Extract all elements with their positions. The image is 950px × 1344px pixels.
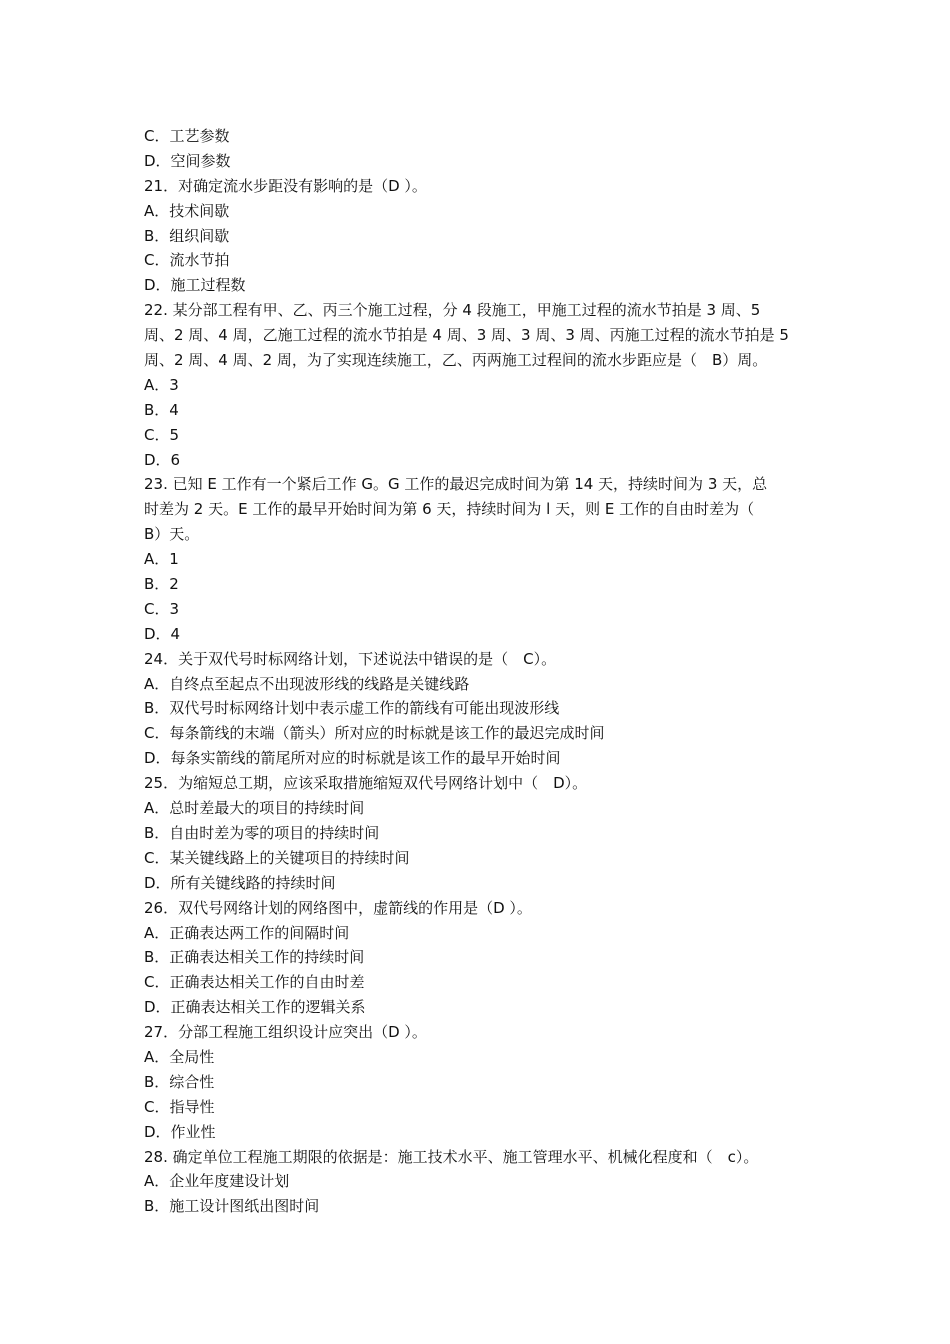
option-line: A．自终点至起点不出现波形线的线路是关键线路 — [144, 674, 470, 693]
question-26: 26．双代号网络计划的网络图中，虚箭线的作用是（D ）。 — [144, 898, 532, 917]
option-line: D．空间参数 — [144, 151, 231, 170]
question-22-line-3: 周、2 周、4 周、2 周，为了实现连续施工，乙、丙两施工过程间的流水步距应是（ B）周。 — [144, 351, 768, 370]
option-line: A．正确表达两工作的间隔时间 — [144, 923, 350, 942]
option-line: C．5 — [144, 425, 180, 444]
option-line: C．正确表达相关工作的自由时差 — [144, 973, 365, 992]
option-line: B．组织间歇 — [144, 226, 230, 245]
question-23-line-3: B）天。 — [144, 525, 200, 544]
question-27: 27．分部工程施工组织设计应突出（D ）。 — [144, 1023, 427, 1042]
question-23-line-1: 23. 已知 E 工作有一个紧后工作 G。G 工作的最迟完成时间为第 14 天，持续时间为 3 天，总 — [144, 475, 768, 494]
option-line: A．3 — [144, 375, 179, 394]
option-line: D．施工过程数 — [144, 276, 246, 295]
option-line: B．自由时差为零的项目的持续时间 — [144, 823, 380, 842]
option-line: A．技术间歇 — [144, 201, 230, 220]
option-line: A．总时差最大的项目的持续时间 — [144, 799, 365, 818]
option-line: B．正确表达相关工作的持续时间 — [144, 948, 365, 967]
option-line: B．4 — [144, 400, 179, 419]
question-22-line-1: 22. 某分部工程有甲、乙、丙三个施工过程，分 4 段施工，甲施工过程的流水节拍是 3 周、5 — [144, 301, 761, 320]
option-line: D．正确表达相关工作的逻辑关系 — [144, 998, 366, 1017]
option-line: D．4 — [144, 624, 181, 643]
option-line: D．作业性 — [144, 1122, 216, 1141]
option-line: D．每条实箭线的箭尾所对应的时标就是该工作的最早开始时间 — [144, 749, 561, 768]
option-line: A．企业年度建设计划 — [144, 1172, 290, 1191]
option-line: C．3 — [144, 599, 180, 618]
option-line: C．某关键线路上的关键项目的持续时间 — [144, 848, 410, 867]
option-line: D．6 — [144, 450, 181, 469]
question-23-line-2: 时差为 2 天。E 工作的最早开始时间为第 6 天，持续时间为 l 天，则 E 工作的自由时差为（ — [144, 500, 755, 519]
option-line: B．施工设计图纸出图时间 — [144, 1197, 320, 1216]
question-21: 21．对确定流水步距没有影响的是（D ）。 — [144, 176, 427, 195]
option-line: B．综合性 — [144, 1072, 215, 1091]
option-line: C．工艺参数 — [144, 127, 230, 145]
document-page — [144, 124, 812, 1219]
option-line: A．1 — [144, 550, 179, 569]
option-line: C．每条箭线的末端（箭头）所对应的时标就是该工作的最迟完成时间 — [144, 724, 605, 743]
option-line: B．2 — [144, 575, 179, 594]
option-line: D．所有关键线路的持续时间 — [144, 873, 336, 892]
option-line: B．双代号时标网络计划中表示虚工作的箭线有可能出现波形线 — [144, 699, 560, 718]
option-line: C．指导性 — [144, 1097, 215, 1116]
question-24: 24．关于双代号时标网络计划，下述说法中错误的是（ C）。 — [144, 649, 557, 668]
question-22-line-2: 周、2 周、4 周，乙施工过程的流水节拍是 4 周、3 周、3 周、3 周、丙施工过程的流水节拍是 5 — [144, 326, 789, 345]
option-line: C．流水节拍 — [144, 251, 230, 270]
question-28: 28. 确定单位工程施工期限的依据是：施工技术水平、施工管理水平、机械化程度和（ c）。 — [144, 1147, 759, 1166]
question-25: 25．为缩短总工期，应该采取措施缩短双代号网络计划中（ D）。 — [144, 774, 588, 793]
option-line: A．全局性 — [144, 1047, 215, 1066]
